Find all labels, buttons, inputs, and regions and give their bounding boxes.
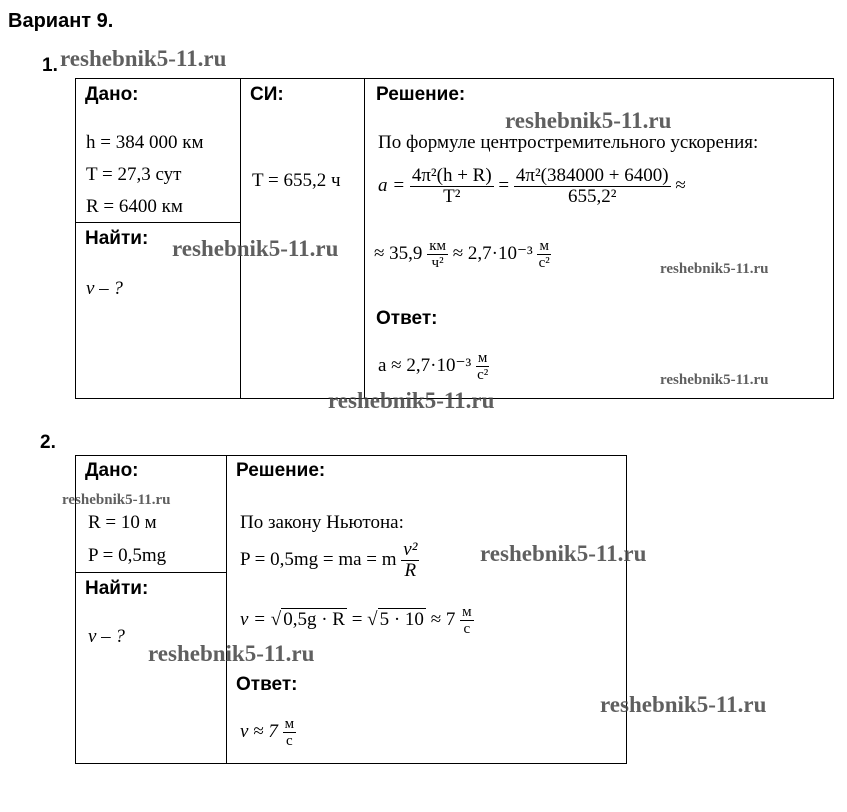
problem1-formula: a = $\frac{\text{4π²(h + R)}}{\text{T²}}$ = $\frac{\text{4π²(384000 + 6400)}}{\text{655,2²}}$ ≈	[378, 165, 686, 207]
problem1-result-line: ≈ 35,9 $\frac{км}{\text{ч²}}$ ≈ 2,7·10⁻³ $\frac{м}{\text{с²}}$	[374, 238, 550, 271]
problem1-answer: a ≈ 2,7·10⁻³ $\frac{м}{\text{с²}}$	[378, 350, 489, 383]
problem1-answer-label: Ответ:	[376, 308, 438, 329]
problem2-number: 2.	[40, 432, 56, 453]
problem1-solution-intro: По формуле центростремительного ускорения:	[378, 132, 759, 153]
problem1-given-label: Дано:	[85, 84, 139, 105]
problem2-solution-intro: По закону Ньютона:	[240, 512, 404, 533]
problem1-number: 1.	[42, 55, 58, 76]
problem1-si-label: СИ:	[250, 84, 284, 105]
problem1-solution-label: Решение:	[376, 84, 466, 105]
watermark: reshebnik5-11.ru	[600, 692, 767, 717]
watermark: reshebnik5-11.ru	[148, 641, 315, 666]
problem1-find-label: Найти:	[85, 228, 149, 249]
problem2-answer: v ≈ 7 $\frac{м}{с}$	[240, 716, 295, 749]
problem1-given-R: R = 6400 км	[86, 196, 183, 217]
watermark: reshebnik5-11.ru	[505, 108, 672, 133]
page-title: Вариант 9.	[8, 10, 114, 32]
watermark: reshebnik5-11.ru	[328, 388, 495, 413]
problem1-frac2-num: 4π²(384000 + 6400)	[515, 165, 669, 186]
watermark: reshebnik5-11.ru	[480, 541, 647, 566]
problem2-given-R: R = 10 м	[88, 512, 157, 533]
problem2-eq1: P = 0,5mg = ma = m $\frac{\text{v²}}{R}$	[240, 539, 418, 581]
problem1-frac2-den: 655,2²	[568, 186, 617, 207]
watermark: reshebnik5-11.ru	[660, 372, 769, 388]
problem2-find-label: Найти:	[85, 578, 149, 599]
watermark: reshebnik5-11.ru	[62, 492, 171, 508]
problem2-solution-label: Решение:	[236, 460, 326, 481]
watermark: reshebnik5-11.ru	[660, 261, 769, 277]
problem1-si-value: T = 655,2 ч	[252, 170, 341, 191]
watermark: reshebnik5-11.ru	[172, 236, 339, 261]
problem2-find-value: v – ?	[88, 626, 125, 647]
problem2-given-P: P = 0,5mg	[88, 545, 167, 566]
problem1-given-h: h = 384 000 км	[86, 132, 204, 153]
problem1-given-T: T = 27,3 сут	[86, 164, 182, 185]
problem2-answer-label: Ответ:	[236, 674, 298, 695]
problem2-given-label: Дано:	[85, 460, 139, 481]
problem2-eq2: v = √ 0,5g · R = √ 5 · 10 ≈ 7 $\frac{м}{с}$	[240, 604, 472, 637]
watermark: reshebnik5-11.ru	[60, 46, 227, 71]
problem1-find-value: v – ?	[86, 278, 123, 299]
problem1-frac1-num: 4π²(h + R)	[411, 165, 492, 186]
problem1-frac1-den: T²	[443, 186, 461, 207]
